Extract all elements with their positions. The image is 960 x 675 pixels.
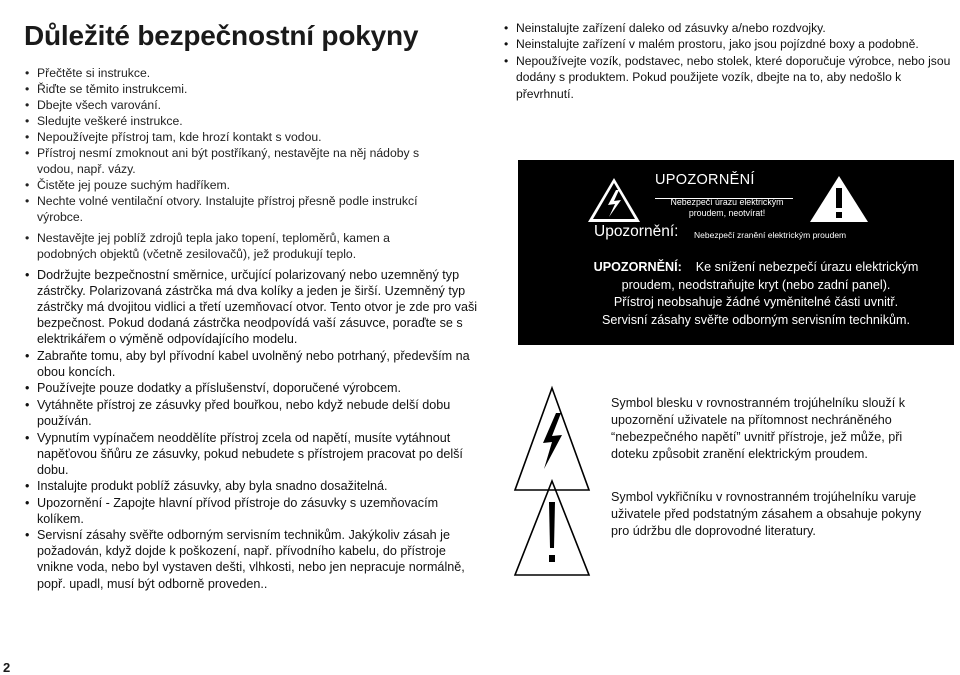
list-item: • Sledujte veškeré instrukce. (25, 113, 485, 129)
list-item: • Upozornění - Zapojte hlavní přívod přístroje do zásuvky s uzemňovacím kolíkem. (25, 495, 477, 527)
list-item: • Vypnutím vypínačem neoddělíte přístroj zcela od napětí, musíte vytáhnout napěťovou šňůru ze zásuvky, pokud nebudete s přístrojem pracovat po delší dobu. (25, 430, 482, 478)
list-item: • Přístroj nesmí zmoknout ani být postříkaný, nestavějte na něj nádoby s vodou, např. vázy. (25, 145, 457, 177)
lightning-symbol-icon (512, 385, 592, 493)
safety-list-short (25, 65, 485, 262)
warning-block-line3: Přístroj neobsahuje žádné vyměnitelné části uvnitř. (613, 295, 899, 310)
left-column (25, 65, 485, 592)
safety-list-long (25, 267, 485, 592)
list-item: • Nepoužívejte vozík, podstavec, nebo stolek, které doporučuje výrobce, nebo jsou dodány s produktem. Pokud použijete vozík, dbejte na to, aby nedošlo k převrhnutí. (504, 53, 956, 102)
list-item: • Řiďte se těmito instrukcemi. (25, 81, 485, 97)
list-item: • Čistěte jej pouze suchým hadříkem. (25, 177, 485, 193)
warning-small-text: Nebezpečí úrazu elektrickým proudem, neotvírat! (670, 197, 784, 218)
list-item: • Nepoužívejte přístroj tam, kde hrozí kontakt s vodou. (25, 129, 485, 145)
list-item: • Instalujte produkt poblíž zásuvky, aby byla snadno dosažitelná. (25, 478, 485, 494)
page-title: Důležité bezpečnostní pokyny (24, 20, 419, 51)
list-item: • Vytáhněte přístroj ze zásuvky před bouřkou, nebo když nebude delší dobu používán. (25, 397, 485, 429)
warning-block-line2: proudem, neodstraňujte kryt (nebo zadní panel). (621, 277, 891, 292)
lightning-warning-icon (586, 176, 642, 224)
exclamation-symbol-description: Symbol vykřičníku v rovnostranném trojúhelníku varuje uživatele před podstatným zásahem a obsahuje pokyny pro údržbu dle doprovodné literatury. (611, 490, 922, 538)
warning-text-block (560, 259, 952, 329)
list-item: • Zabraňte tomu, aby byl přívodní kabel uvolněný nebo potrhaný, především na obou koncích. (25, 348, 477, 380)
right-column (504, 20, 956, 102)
list-item: • Dodržujte bezpečnostní směrnice, určující polarizovaný nebo uzemněný typ zástrčky. Polarizovaná zástrčka má dva kolíky a jeden je širší. Uzemněný typ zástrčky má dvojitou vidlici a třetí uzemňovací otvor. Tento otvor je zde pro vaši bezpečnost. Pokud dodaná zástrčka neodpovídá vaší zásuvce, poraďte se s elektrikářem o výměně odpovídajícího modelu. (25, 267, 489, 347)
warning-mid-label: Upozornění: (594, 223, 679, 240)
placement-list (504, 20, 956, 102)
list-item: • Používejte pouze dodatky a příslušenství, doporučené výrobcem. (25, 380, 485, 396)
list-item: • Servisní zásahy svěřte odborným servisním technikům. Jakýkoliv zásah je požadován, když dojde k poškození, např. přívodního kabelu, do přístroje vnikne voda, nebo byl vystaven dešti, vlhkosti, nebo jen nepracuje normálně, popř. upadl, musí být odborně proveden.. (25, 527, 485, 591)
warning-heading: UPOZORNĚNÍ (655, 172, 793, 199)
list-item: • Nechte volné ventilační otvory. Instalujte přístroj přesně podle instrukcí výrobce. (25, 193, 437, 225)
warning-mid-text: Nebezpečí zranění elektrickým proudem (694, 230, 847, 240)
list-item: • Dbejte všech varování. (25, 97, 485, 113)
warning-block-line1: Ke snížení nebezpečí úrazu elektrickým (695, 260, 919, 274)
list-item: • Neinstalujte zařízení v malém prostoru, jako jsou pojízdné boxy a podobně. (504, 36, 956, 52)
list-item: • Neinstalujte zařízení daleko od zásuvky a/nebo rozdvojky. (504, 20, 956, 36)
warning-block-bold: UPOZORNĚNÍ: (593, 260, 682, 274)
exclamation-warning-icon (808, 174, 870, 224)
lightning-symbol-description: Symbol blesku v rovnostranném trojúhelníku slouží k upozornění uživatele na přítomnost nechráněného “nebezpečného napětí” uvnitř přístroje, jež může, při doteku způsobit zranění elektrickým proudem. (611, 396, 905, 461)
list-item: • Nestavějte jej poblíž zdrojů tepla jako topení, teploměrů, kamen a podobných objektů (včetně zesilovačů), jež produkují teplo. (25, 230, 407, 262)
list-item: • Přečtěte si instrukce. (25, 65, 485, 81)
warning-block-line (560, 259, 952, 277)
exclamation-symbol-icon (512, 478, 592, 578)
page-number: 2 (3, 660, 11, 675)
warning-block-line4: Servisní zásahy svěřte odborným servisním technikům. (602, 312, 910, 327)
